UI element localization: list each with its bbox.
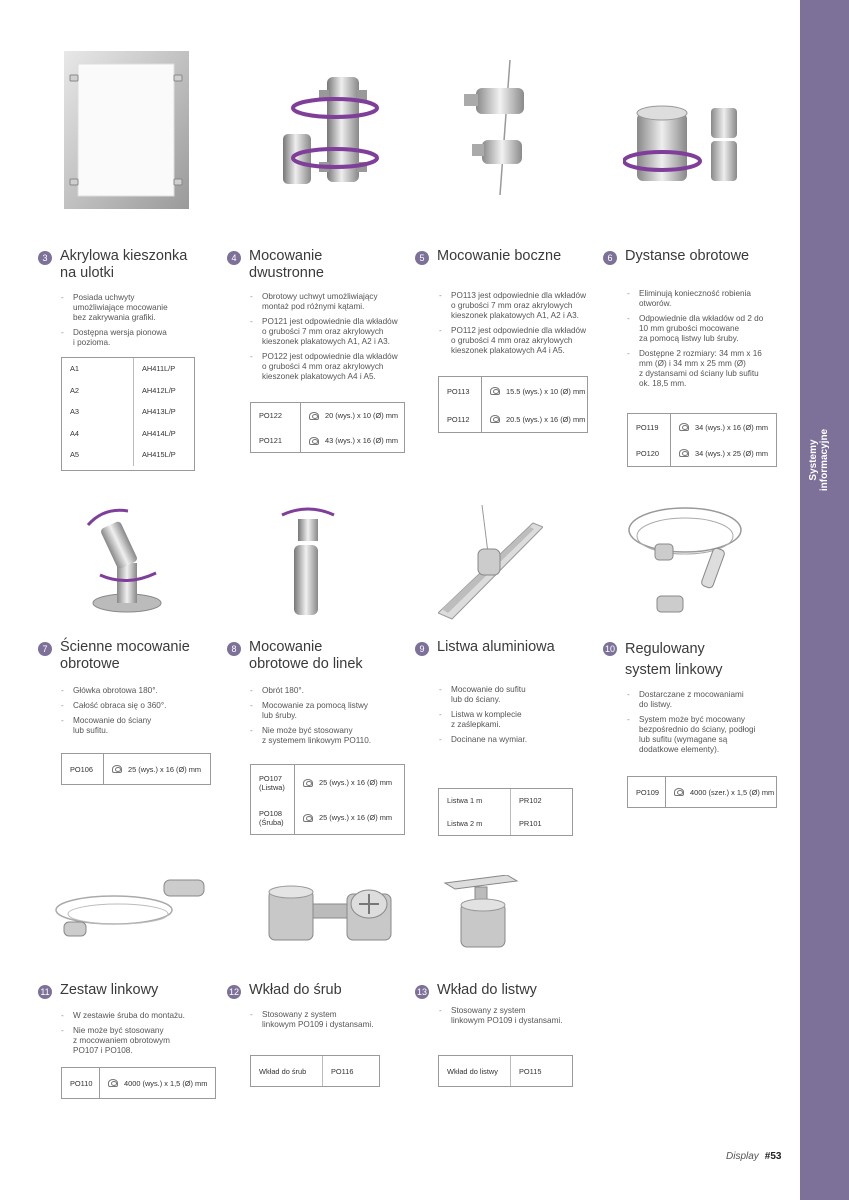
feature-item: - W zestawie śruba do montażu. <box>61 1011 221 1021</box>
product-number: 8 <box>227 642 241 656</box>
feature-item: - Główka obrotowa 180°. <box>61 686 211 696</box>
feature-item: - Obrót 180°. <box>250 686 410 696</box>
dimension-icon <box>679 423 689 431</box>
product-10-heading <box>603 639 723 681</box>
size-cell: A5 <box>62 444 134 466</box>
product-9-heading <box>415 639 555 656</box>
table-row <box>62 380 194 402</box>
table-row <box>251 800 404 835</box>
sidebar-label: Systemy informacyjne <box>808 428 830 492</box>
product-number: 3 <box>38 251 52 265</box>
product-5-heading <box>415 248 561 265</box>
table-row <box>62 423 194 445</box>
dimension-cell: 34 (wys.) x 16 (Ø) mm <box>695 422 769 432</box>
dimension-cell: 25 (wys.) x 16 (Ø) mm <box>319 813 393 822</box>
feature-item: - Dostarczane z mocowaniami do listwy. <box>627 690 792 710</box>
dimension-icon <box>309 437 319 445</box>
code-cell: AH414L/P <box>142 428 176 438</box>
size-cell: Listwa 1 m <box>439 789 511 812</box>
product-title: Listwa aluminiowa <box>437 639 555 655</box>
product-number: 9 <box>415 642 429 656</box>
code-cell: PO119 <box>628 414 671 440</box>
code-cell: PO121 <box>251 428 301 453</box>
product-12-size-table <box>250 1055 380 1087</box>
code-cell: AH413L/P <box>142 407 176 417</box>
product-3-features <box>61 293 191 353</box>
product-11-spec-table <box>61 1067 216 1099</box>
product-photo-double-clamp <box>275 72 385 192</box>
product-10-features <box>627 690 792 760</box>
feature-item: - Mocowanie do ściany lub sufitu. <box>61 716 211 736</box>
product-13-features <box>439 1006 599 1031</box>
dimension-icon <box>303 779 313 787</box>
table-row <box>628 777 776 807</box>
product-photo-screw-insert <box>265 882 395 944</box>
dimension-cell: 15.5 (wys.) x 10 (Ø) mm <box>506 386 586 396</box>
dimension-icon <box>490 387 500 395</box>
product-4-heading <box>227 248 324 282</box>
sidebar-band <box>800 0 849 1200</box>
product-3-heading <box>38 248 187 282</box>
page-footer <box>726 1151 781 1162</box>
product-title: Mocowanie dwustronne <box>249 248 324 281</box>
product-photo-side-clamp <box>462 60 537 195</box>
feature-item: - Mocowanie za pomocą listwy lub śruby. <box>250 701 410 721</box>
feature-item: - Stosowany z system linkowym PO109 i dystansami. <box>250 1010 410 1030</box>
size-cell: Wkład do listwy <box>439 1056 511 1086</box>
feature-item: - PO112 jest odpowiednie dla wkładów o grubości 4 mm oraz akrylowych kieszonek plakatowych A4 i A5. <box>439 326 614 356</box>
product-7-heading <box>38 639 190 673</box>
product-title: Wkład do śrub <box>249 982 342 998</box>
feature-item: - Nie może być stosowany z systemem linkowym PO110. <box>250 726 410 746</box>
product-title: Regulowany system linkowy <box>625 641 723 678</box>
product-number: 13 <box>416 987 427 997</box>
product-photo-aluminium-rail <box>438 505 543 620</box>
product-13-heading <box>415 982 537 999</box>
product-number: 6 <box>603 251 617 265</box>
product-8-heading <box>227 639 363 673</box>
table-row <box>251 765 404 800</box>
dimension-cell: 43 (wys.) x 16 (Ø) mm <box>325 436 399 445</box>
dimension-cell: 4000 (szer.) x 1,5 (Ø) mm <box>690 787 775 797</box>
code-cell: PO115 <box>519 1066 542 1076</box>
table-row <box>439 812 572 835</box>
product-11-features <box>61 1011 221 1061</box>
product-12-heading <box>227 982 342 999</box>
dimension-cell: 25 (wys.) x 16 (Ø) mm <box>319 778 393 787</box>
product-photo-adjustable-cable-system <box>625 500 750 620</box>
dimension-icon <box>674 788 684 796</box>
feature-item: - PO121 jest odpowiednie dla wkładów o grubości 7 mm oraz akrylowych kieszonek plakatowych A1, A2 i A3. <box>250 317 425 347</box>
dimension-icon <box>309 412 319 420</box>
feature-item: - Mocowanie do sufitu lub do ściany. <box>439 685 589 705</box>
table-row <box>251 1056 379 1086</box>
feature-item: - Docinane na wymiar. <box>439 735 589 745</box>
code-cell: PO110 <box>62 1068 100 1098</box>
feature-item: - PO122 jest odpowiednie dla wkładów o grubości 4 mm oraz akrylowych kieszonek plakatowych A4 i A5. <box>250 352 425 382</box>
feature-item: - Obrotowy uchwyt umożliwiający montaż pod różnymi kątami. <box>250 292 425 312</box>
product-9-features <box>439 685 589 750</box>
feature-item: - PO113 jest odpowiednie dla wkładów o grubości 7 mm oraz akrylowych kieszonek plakatowych A1, A2 i A3. <box>439 291 614 321</box>
product-title: Mocowanie boczne <box>437 248 562 264</box>
dimension-cell: 34 (wys.) x 25 (Ø) mm <box>695 448 769 458</box>
size-cell: A1 <box>62 358 134 380</box>
product-8-features <box>250 686 410 751</box>
product-6-heading <box>603 248 749 265</box>
product-7-spec-table <box>61 753 211 785</box>
product-9-size-table <box>438 788 573 836</box>
feature-item: - Dostępna wersja pionowa i pozioma. <box>61 328 191 348</box>
table-row <box>628 414 776 440</box>
table-row <box>62 1068 215 1098</box>
product-number: 10 <box>604 644 615 654</box>
product-title: Dystanse obrotowe <box>625 248 750 264</box>
table-row <box>628 440 776 466</box>
product-7-features <box>61 686 211 741</box>
product-6-spec-table <box>627 413 777 467</box>
size-cell: A4 <box>62 423 134 445</box>
code-cell: PO112 <box>439 405 482 433</box>
dimension-icon <box>490 415 500 423</box>
code-cell: AH412L/P <box>142 385 176 395</box>
table-row <box>439 405 587 433</box>
product-title: Wkład do listwy <box>437 982 537 998</box>
product-12-features <box>250 1010 410 1035</box>
code-cell: PO107 (Listwa) <box>251 765 295 800</box>
table-row <box>251 403 404 428</box>
product-title: Akrylowa kieszonka na ulotki <box>60 248 188 281</box>
product-photo-rotating-standoffs <box>623 103 748 188</box>
table-row <box>62 444 194 466</box>
size-cell: A3 <box>62 401 134 423</box>
table-row <box>439 789 572 812</box>
feature-item: - Dostępne 2 rozmiary: 34 mm x 16 mm (Ø) i 34 mm x 25 mm (Ø) z dystansami od ściany lub sufitu ok. 18,5 mm. <box>627 349 792 389</box>
page-number: #53 <box>764 1151 782 1162</box>
table-row <box>62 358 194 380</box>
code-cell: PR102 <box>519 796 542 805</box>
product-8-spec-table <box>250 764 405 835</box>
product-photo-rail-insert <box>443 875 523 950</box>
code-cell: PR101 <box>519 819 542 828</box>
product-6-features <box>627 289 792 394</box>
product-10-spec-table <box>627 776 777 808</box>
product-number: 12 <box>228 987 239 997</box>
product-title: Zestaw linkowy <box>60 982 159 998</box>
dimension-icon <box>108 1079 118 1087</box>
feature-item: - Stosowany z system linkowym PO109 i dystansami. <box>439 1006 599 1026</box>
product-4-features <box>250 292 425 387</box>
code-cell: PO108 (Śruba) <box>251 800 295 835</box>
table-row <box>439 1056 572 1086</box>
code-cell: PO122 <box>251 403 301 428</box>
product-number: 7 <box>38 642 52 656</box>
dimension-icon <box>112 765 122 773</box>
size-cell: Wkład do śrub <box>251 1056 323 1086</box>
feature-item: - Nie może być stosowany z mocowaniem obrotowym PO107 i PO108. <box>61 1026 221 1056</box>
feature-item: - Całość obraca się o 360°. <box>61 701 211 711</box>
product-photo-cable-set <box>52 872 212 942</box>
product-title: Ścienne mocowanie obrotowe <box>60 639 190 672</box>
feature-item: - System może być mocowany bezpośrednio do ściany, podłogi lub sufitu (wymagane są dodatkowe elementy). <box>627 715 792 755</box>
product-13-size-table <box>438 1055 573 1087</box>
product-11-heading <box>38 982 158 999</box>
table-row <box>251 428 404 453</box>
dimension-icon <box>679 449 689 457</box>
table-row <box>62 754 210 784</box>
table-row <box>62 401 194 423</box>
table-row <box>439 377 587 405</box>
size-cell: Listwa 2 m <box>439 812 511 835</box>
product-3-size-table <box>61 357 195 471</box>
feature-item: - Eliminują konieczność robienia otworów. <box>627 289 792 309</box>
product-number: 11 <box>38 985 52 999</box>
product-4-spec-table <box>250 402 405 453</box>
code-cell: AH415L/P <box>142 450 176 460</box>
product-photo-acrylic-pocket <box>64 51 189 209</box>
dimension-cell: 4000 (wys.) x 1,5 (Ø) mm <box>124 1078 208 1088</box>
dimension-icon <box>303 814 313 822</box>
dimension-cell: 20.5 (wys.) x 16 (Ø) mm <box>506 414 586 424</box>
dimension-cell: 25 (wys.) x 16 (Ø) mm <box>128 764 202 774</box>
dimension-cell: 20 (wys.) x 10 (Ø) mm <box>325 411 399 420</box>
code-cell: AH411L/P <box>142 364 176 374</box>
feature-item: - Posiada uchwyty umożliwiające mocowanie bez zakrywania grafiki. <box>61 293 191 323</box>
code-cell: PO109 <box>628 777 666 807</box>
product-5-features <box>439 291 614 361</box>
code-cell: PO120 <box>628 440 671 466</box>
feature-item: - Listwa w komplecie z zaślepkami. <box>439 710 589 730</box>
product-photo-wall-swivel-mount <box>82 503 172 615</box>
product-number: 5 <box>415 251 429 265</box>
code-cell: PO116 <box>331 1066 354 1076</box>
product-5-spec-table <box>438 376 588 433</box>
feature-item: - Odpowiednie dla wkładów od 2 do 10 mm grubości mocowane za pomocą listwy lub śruby. <box>627 314 792 344</box>
product-photo-cable-swivel-mount <box>278 505 338 617</box>
size-cell: A2 <box>62 380 134 402</box>
code-cell: PO106 <box>62 754 104 784</box>
product-title: Mocowanie obrotowe do linek <box>249 639 363 672</box>
product-number: 4 <box>227 251 241 265</box>
code-cell: PO113 <box>439 377 482 405</box>
section-name: Display <box>726 1151 759 1162</box>
